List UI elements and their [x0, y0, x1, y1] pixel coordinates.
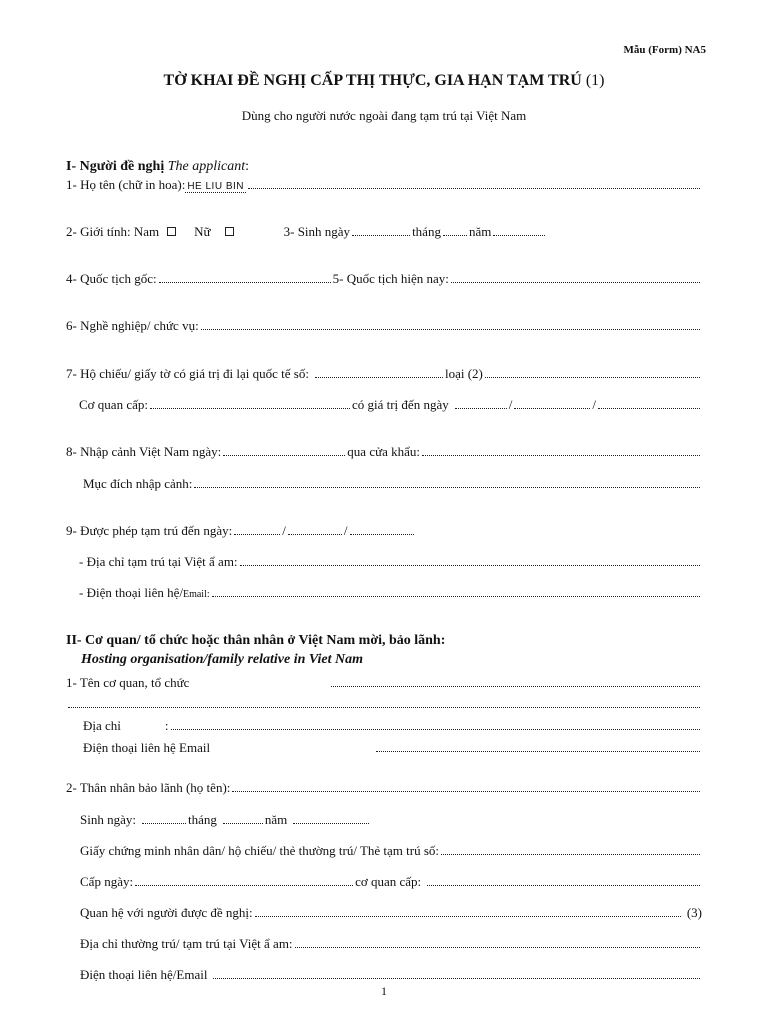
section2-heading-en-row [81, 652, 702, 670]
org-address-field[interactable] [171, 718, 700, 730]
gender-label: 2- Giới tính: Nam [66, 224, 160, 239]
phone-field[interactable] [212, 585, 700, 597]
relative-dob-label: Sinh ngày: [80, 812, 136, 827]
dob-year-label: năm [468, 224, 492, 239]
valid-month-field[interactable] [514, 397, 590, 409]
name-label: 1- Họ tên (chữ in hoa): [66, 177, 186, 192]
passport-label: 7- Hộ chiếu/ giấy tờ có giá trị đi lại quốc tế số: [66, 366, 309, 381]
entry-label: 8- Nhập cảnh Việt Nam ngày: [66, 444, 222, 459]
border-gate-label: qua cửa khẩu: [347, 444, 421, 459]
dob-day-field[interactable] [352, 224, 410, 236]
org-name-field[interactable] [331, 675, 700, 687]
relative-dob-day-field[interactable] [142, 812, 186, 824]
relation-row [80, 905, 702, 923]
email-label: Email: [182, 589, 210, 600]
relative-dob-year-field[interactable] [293, 812, 369, 824]
entry-purpose-field[interactable] [194, 476, 700, 488]
entry-purpose-label: Mục đích nhập cảnh: [83, 476, 193, 491]
name-value[interactable]: HE LIU BIN [187, 181, 245, 192]
relative-name-row [66, 780, 702, 798]
section1-heading-en: The applicant [167, 159, 246, 174]
relation-note: (3) [686, 905, 702, 920]
form-title [0, 72, 768, 90]
entry-row [66, 444, 702, 462]
dob-month-field[interactable] [443, 224, 467, 236]
section2-heading-en: Hosting organisation/family relative in Viet Nam [81, 652, 363, 667]
id-doc-row [80, 843, 702, 861]
slash-1: / [508, 397, 513, 412]
org-name-field-2[interactable] [68, 696, 700, 708]
passport-number-field[interactable] [315, 366, 443, 378]
org-address-row [83, 718, 702, 736]
orig-nationality-field[interactable] [159, 271, 331, 283]
issuer-label: Cơ quan cấp: [79, 397, 148, 412]
relation-label: Quan hệ với người được đề nghị: [80, 905, 253, 920]
relative-dob-month-field[interactable] [223, 812, 263, 824]
relation-field[interactable] [255, 905, 681, 917]
issue-row [80, 874, 702, 892]
stay-day-field[interactable] [234, 523, 280, 535]
section2-heading [66, 633, 702, 651]
issue-date-field[interactable] [135, 874, 353, 886]
temp-address-label: - Địa chỉ tạm trú tại Việt ẩ am: [79, 554, 238, 569]
valid-day-field[interactable] [455, 397, 507, 409]
male-checkbox[interactable] [167, 227, 176, 236]
address-vn-label: Địa chỉ thường trú/ tạm trú tại Việt ẩ am: [80, 936, 293, 951]
curr-nationality-field[interactable] [451, 271, 700, 283]
issuer2-field[interactable] [427, 874, 700, 886]
valid-year-field[interactable] [598, 397, 700, 409]
section2-heading-text: II- Cơ quan/ tổ chức hoặc thân nhân ở Việt Nam mời, bảo lãnh: [66, 633, 446, 648]
name-row [66, 177, 702, 195]
relative-dob-row [80, 812, 702, 830]
relative-name-label: 2- Thân nhân bảo lãnh (họ tên): [66, 780, 231, 795]
org-phone-row [83, 740, 702, 758]
slash-4: / [343, 523, 348, 538]
phone2-row [80, 967, 702, 985]
nationality-row [66, 271, 702, 289]
temp-address-row [79, 554, 702, 572]
temp-address-field[interactable] [240, 554, 700, 566]
dob-year-field[interactable] [493, 224, 545, 236]
phone-label: - Điện thoại liên hệ/ [79, 585, 183, 600]
stay-until-row [66, 523, 702, 541]
dob-month-label: tháng [412, 224, 441, 239]
issuer-row [79, 397, 702, 415]
page-number: 1 [381, 984, 387, 998]
passport-type-field[interactable] [485, 366, 700, 378]
gender-dob-row [66, 224, 702, 242]
form-title-note: (1) [585, 72, 605, 89]
phone-row [79, 585, 702, 603]
issue-date-label: Cấp ngày: [80, 874, 134, 889]
slash-3: / [282, 523, 286, 538]
stay-until-label: 9- Được phép tạm trú đến ngày: [66, 523, 233, 538]
stay-year-field[interactable] [350, 523, 414, 535]
org-name-row-2 [66, 696, 702, 714]
org-name-row [66, 675, 702, 693]
phone2-field[interactable] [213, 967, 700, 979]
stay-month-field[interactable] [288, 523, 342, 535]
occupation-label: 6- Nghề nghiệp/ chức vụ: [66, 318, 199, 333]
form-title-text: TỜ KHAI ĐỀ NGHỊ CẤP THỊ THỰC, GIA HẠN TẠM TRÚ [163, 72, 582, 89]
occupation-field[interactable] [201, 318, 700, 330]
id-doc-field[interactable] [441, 843, 700, 855]
female-label: Nữ [194, 224, 211, 239]
form-code: Mẫu (Form) NA5 [623, 44, 706, 56]
entry-date-field[interactable] [223, 444, 345, 456]
section1-heading-colon: : [245, 159, 250, 174]
entry-purpose-row [83, 476, 702, 494]
orig-nationality-label: 4- Quốc tịch gốc: [66, 271, 157, 286]
org-phone-label: Điện thoại liên hệ Email [83, 740, 211, 755]
section1-heading [66, 159, 702, 177]
relative-name-field[interactable] [232, 780, 700, 792]
name-field[interactable] [248, 177, 700, 189]
occupation-row [66, 318, 702, 336]
valid-until-label: có giá trị đến ngày [351, 397, 449, 412]
org-address-label: Địa chỉ [83, 718, 121, 733]
section1-heading-text: I- Người đề nghị [66, 159, 165, 174]
passport-row [66, 366, 702, 384]
address-vn-row [80, 936, 702, 954]
relative-dob-month-label: tháng [187, 812, 217, 827]
curr-nationality-label: 5- Quốc tịch hiện nay: [332, 271, 449, 286]
border-gate-field[interactable] [422, 444, 700, 456]
phone2-label: Điện thoại liên hệ/Email [80, 967, 208, 982]
id-doc-label: Giấy chứng minh nhân dân/ hộ chiếu/ thẻ thường trú/ Thẻ tạm trú số: [80, 843, 440, 858]
passport-type-label: loại (2) [444, 366, 483, 381]
issuer2-label: cơ quan cấp: [355, 874, 422, 889]
female-checkbox[interactable] [225, 227, 234, 236]
form-subtitle: Dùng cho người nước ngoài đang tạm trú tại Việt Nam [241, 108, 527, 123]
issuer-field[interactable] [150, 397, 350, 409]
address-vn-field[interactable] [295, 936, 700, 948]
relative-dob-year-label: năm [264, 812, 288, 827]
org-address-colon: : [164, 718, 169, 733]
org-phone-field[interactable] [376, 740, 700, 752]
slash-2: / [592, 397, 596, 412]
org-name-label: 1- Tên cơ quan, tổ chức [66, 675, 190, 690]
dob-label: 3- Sinh ngày [283, 224, 351, 239]
